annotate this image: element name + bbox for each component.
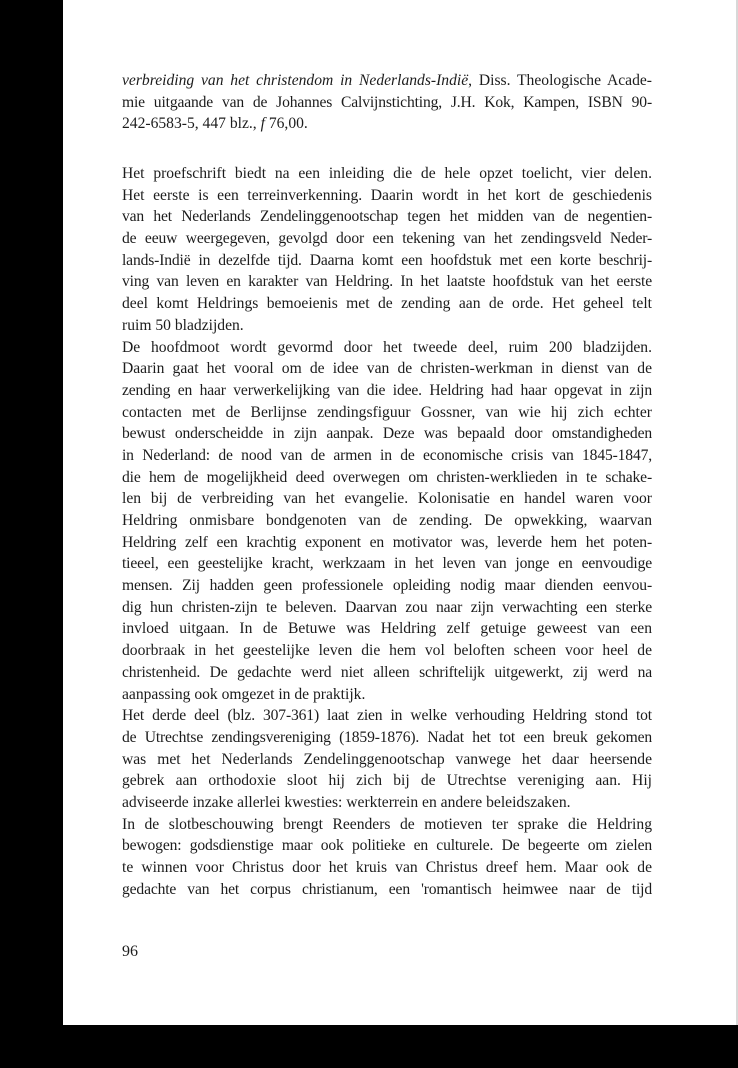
body-line: invloed uitgaan. In de Betuwe was Heldring zelf getuige geweest van een <box>122 620 652 638</box>
body-line: mensen. Zij hadden geen professionele opleiding nodig maar dienden eenvou- <box>122 577 652 595</box>
body-line: ruim 50 bladzijden. <box>122 316 244 334</box>
body-line: dig hun christen-zijn te beleven. Daarvan zou naar zijn verwachting een sterke <box>122 598 652 616</box>
body-line: doorbraak in het geestelijke leven die hem vol beloften scheen voor heel de <box>122 642 652 660</box>
review-body <box>122 163 652 900</box>
header-line-3: 242-6583-5, 447 blz., f 76,00. <box>122 115 308 133</box>
body-line: Heldring zelf een krachtig exponent en motivator was, leverde hem het poten- <box>122 533 652 551</box>
body-line: contacten met de Berlijnse zendingsfiguur Gossner, van wie hij zich echter <box>122 403 652 421</box>
header-line-1: verbreiding van het christendom in Nederlands-Indië, Diss. Theologische Acade- <box>122 72 652 89</box>
body-line: In de slotbeschouwing brengt Reenders de motieven ter sprake die Heldring <box>122 815 652 833</box>
scan-border-bottom <box>63 1025 738 1068</box>
body-line: bewogen: godsdienstige maar ook politieke en culturele. De begeerte om zielen <box>122 837 652 855</box>
body-line: Het derde deel (blz. 307-361) laat zien in welke verhouding Heldring stond tot <box>122 707 652 725</box>
bibliographic-header <box>122 70 652 135</box>
body-line: christenheid. De gedachte werd niet alleen schriftelijk uitgewerkt, zij werd na <box>122 663 652 681</box>
body-line: Heldring onmisbare bondgenoten van de zending. De opwekking, waarvan <box>122 512 652 529</box>
body-line: bewust onderscheidde in zijn aanpak. Deze was bepaald door omstandigheden <box>122 425 652 443</box>
body-line: Het eerste is een terreinverkenning. Daarin wordt in het kort de geschiedenis <box>122 186 652 204</box>
body-line: tieeel, een geestelijke kracht, werkzaam in het leven van jonge en eenvoudige <box>122 555 652 573</box>
body-line: zending en haar verwerkelijking van die idee. Heldring had haar opgevat in zijn <box>122 381 652 399</box>
scan-border-left <box>0 0 63 1068</box>
header-line-2: mie uitgaande van de Johannes Calvijnstichting, J.H. Kok, Kampen, ISBN 90- <box>122 93 652 111</box>
body-line: gebrek aan orthodoxie sloot hij zich bij de Utrechtse vereniging aan. Hij <box>122 772 652 790</box>
body-line: in Nederland: de nood van de armen in de economische crisis van 1845-1847, <box>122 446 652 464</box>
body-line: aanpassing ook omgezet in de praktijk. <box>122 685 366 703</box>
price-symbol: f <box>260 115 265 133</box>
body-line: de Utrechtse zendingsvereniging (1859-1876). Nadat het tot een breuk gekomen <box>122 728 652 746</box>
body-line: de eeuw weergegeven, gevolgd door een tekening van het zendingsveld Neder- <box>122 230 652 248</box>
body-line: lands-Indië in dezelfde tijd. Daarna komt een hoofdstuk met een korte beschrij- <box>122 251 652 269</box>
body-line: len bij de verbreiding van het evangelie. Kolonisatie en handel waren voor <box>122 490 652 508</box>
body-line: te winnen voor Christus door het kruis van Christus dreef hem. Maar ook de <box>122 859 652 876</box>
body-line: deel komt Heldrings bemoeienis met de zending aan de orde. Het geheel telt <box>122 295 652 313</box>
body-line: ving van leven en karakter van Heldring. In het laatste hoofdstuk van het eerste <box>122 273 652 291</box>
body-line: die hem de mogelijkheid deed overwegen om christen-werklieden in te schake- <box>122 468 652 486</box>
body-line: gedachte van het corpus christianum, een 'romantisch heimwee naar de tijd <box>122 880 652 898</box>
body-line: van het Nederlands Zendelinggenootschap tegen het midden van de negentien- <box>122 208 652 226</box>
body-line: was met het Nederlands Zendelinggenootschap vanwege het daar heersende <box>122 750 652 768</box>
body-line: De hoofdmoot wordt gevormd door het tweede deel, ruim 200 bladzijden. <box>122 338 652 356</box>
body-line: Het proefschrift biedt na een inleiding die de hele opzet toelicht, vier delen. <box>122 165 652 182</box>
page-number: 96 <box>122 943 138 960</box>
body-line: adviseerde inzake allerlei kwesties: werkterrein en andere beleidszaken. <box>122 793 571 811</box>
body-line: Daarin gaat het vooral om de idee van de christen-werkman in dienst van de <box>122 360 652 378</box>
book-title-italic: verbreiding van het christendom in Nederlands-Indië <box>122 72 469 89</box>
